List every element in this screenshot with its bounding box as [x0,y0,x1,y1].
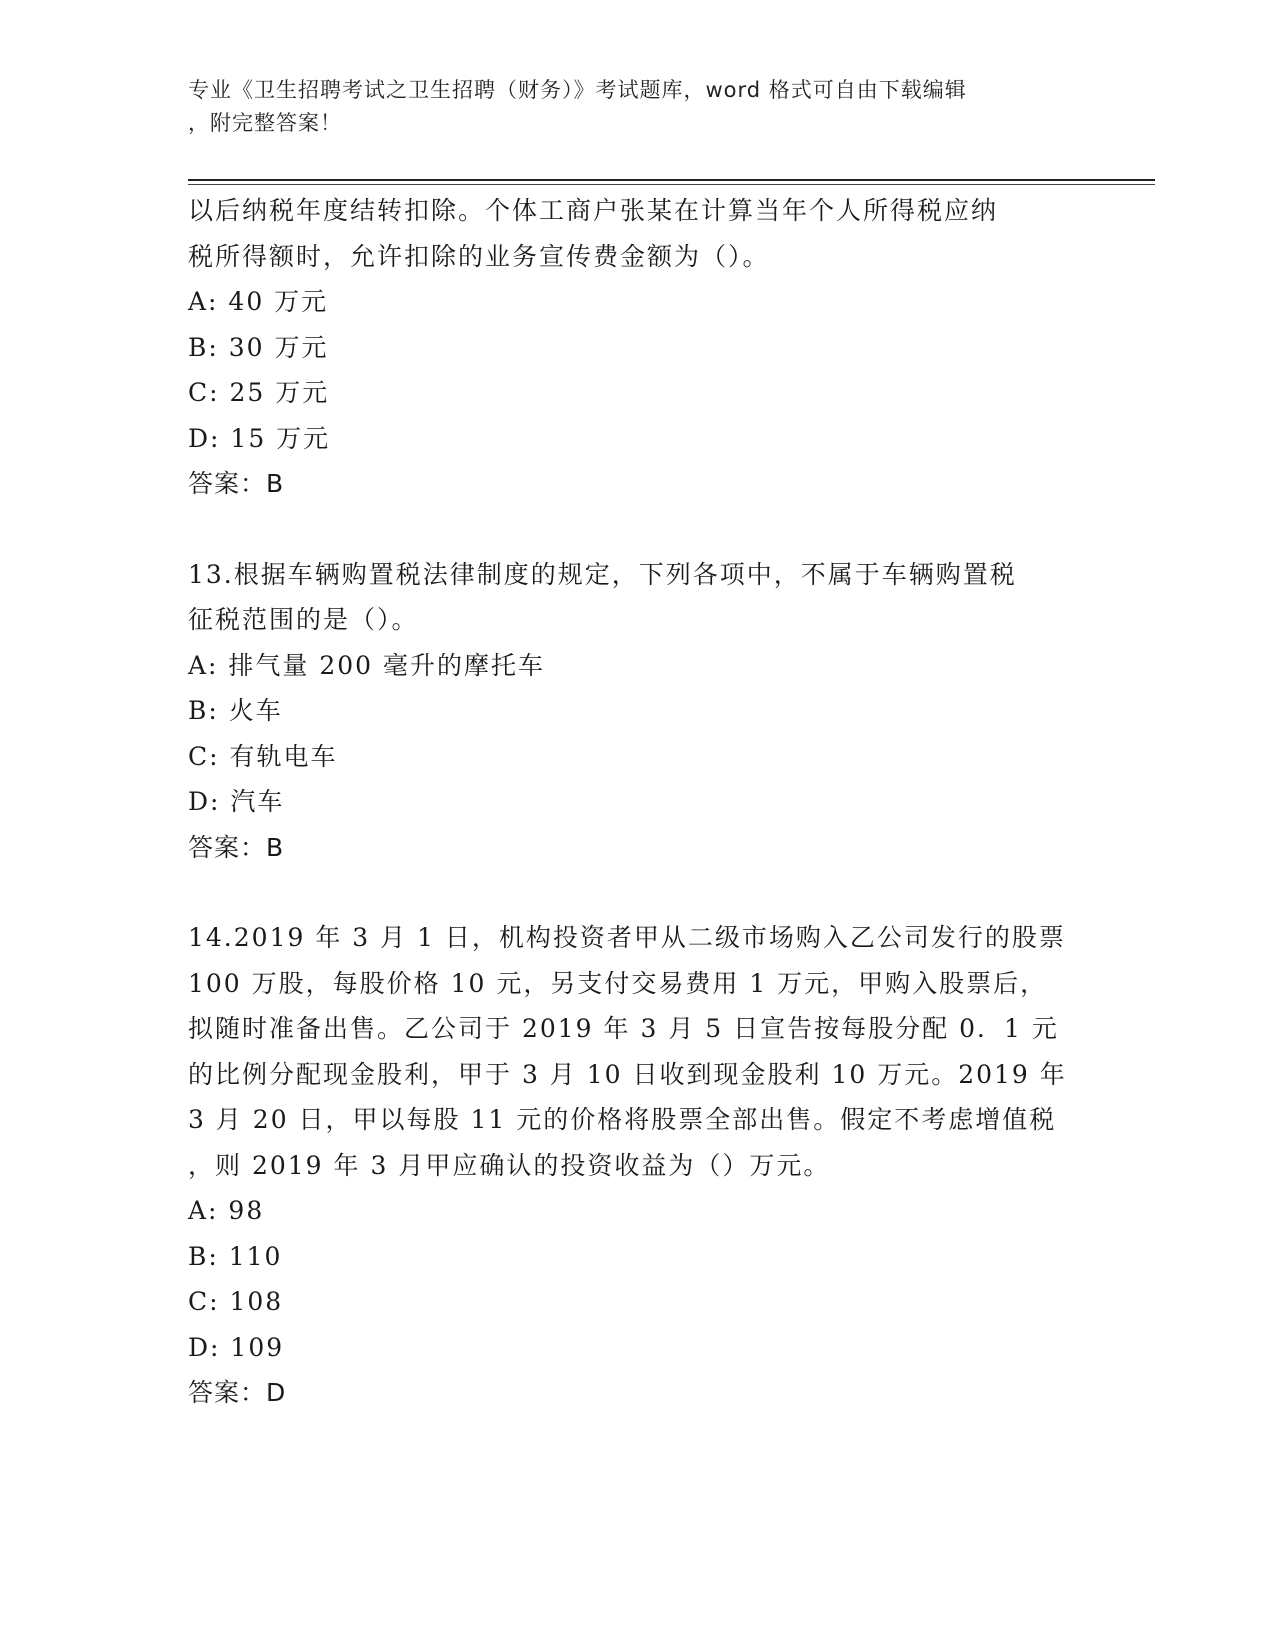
option-b: B: 110 [188,1241,283,1271]
question-stem-line: 拟随时准备出售。乙公司于 2019 年 3 月 5 日宣告按每股分配 0．1 元 [188,1014,1059,1043]
question-12-continued [188,188,1088,507]
option-c: C: 108 [188,1287,284,1316]
question-stem-line: 征税范围的是（）。 [188,605,419,634]
option-a: A: 排气量 200 毫升的摩托车 [188,650,546,680]
spacer [188,870,1088,915]
question-stem-line: 的比例分配现金股利，甲于 3 月 10 日收到现金股利 10 万元。2019 年 [188,1059,1067,1089]
option-a: A: 40 万元 [188,287,329,316]
option-c: C: 有轨电车 [188,741,338,771]
header-divider-thin [188,184,1155,185]
answer-line: 答案：B [188,469,285,498]
option-d: D: 109 [188,1332,285,1362]
question-13 [188,552,1088,871]
page-header [188,74,1088,140]
answer-line: 答案：D [188,1378,287,1407]
question-stem-line: 100 万股，每股价格 10 元，另支付交易费用 1 万元，甲购入股票后， [188,968,1048,998]
option-d: D: 15 万元 [188,423,331,453]
option-a: A: 98 [188,1196,265,1225]
option-c: C: 25 万元 [188,378,330,407]
option-b: B: 火车 [188,696,283,725]
question-stem-line: 14.2019 年 3 月 1 日，机构投资者甲从二级市场购入乙公司发行的股票 [188,923,1066,952]
question-stem-line: ，则 2019 年 3 月甲应确认的投资收益为（）万元。 [188,1150,831,1180]
header-line-2: ，附完整答案！ [188,111,342,135]
header-divider-thick [188,179,1155,181]
question-stem-line: 以后纳税年度结转扣除。个体工商户张某在计算当年个人所得税应纳 [188,196,999,225]
question-stem-line: 3 月 20 日，甲以每股 11 元的价格将股票全部出售。假定不考虑增值税 [188,1105,1057,1134]
question-stem-line: 13.根据车辆购置税法律制度的规定，下列各项中，不属于车辆购置税 [188,559,1017,589]
option-d: D: 汽车 [188,787,285,816]
question-list [188,188,1088,1416]
answer-line: 答案：B [188,832,285,862]
question-14 [188,915,1088,1416]
header-line-1: 专业《卫生招聘考试之卫生招聘（财务）》考试题库，word 格式可自由下载编辑 [188,78,967,102]
question-stem-line: 税所得额时，允许扣除的业务宣传费金额为（）。 [188,241,770,271]
option-b: B: 30 万元 [188,332,329,362]
spacer [188,507,1088,552]
